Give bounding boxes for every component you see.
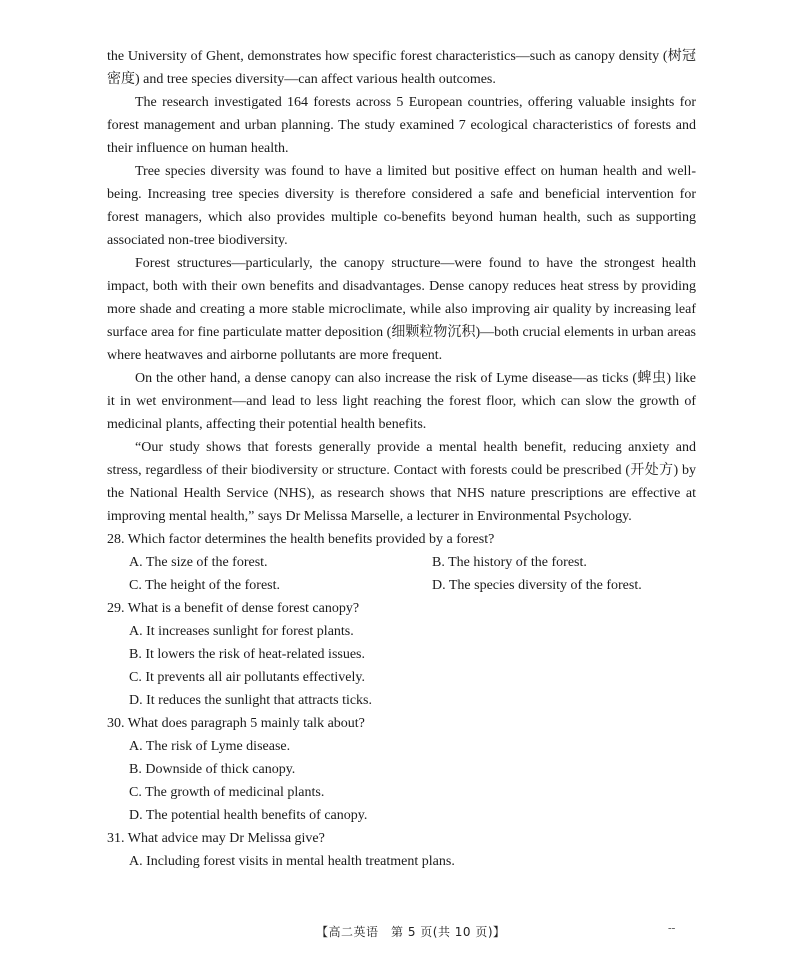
option-letter: D.: [129, 808, 143, 823]
option-c: [107, 666, 696, 689]
reading-passage: [107, 45, 696, 528]
option-a: [107, 850, 696, 873]
question-text: What advice may Dr Melissa give?: [127, 831, 325, 846]
option-letter: C.: [129, 670, 142, 685]
option-a: [107, 551, 410, 574]
passage-paragraph-6: “Our study shows that forests generally provide a mental health benefit, reducing anxiety and stress, regardless of their biodiversity or structure. Contact with forests could be prescribed (开处方) by the National Health Service (NHS), as research shows that NHS nature prescriptions are effective at improving mental health,” says Dr Melissa Marselle, a lecturer in Environmental Psychology.: [107, 440, 696, 524]
option-letter: B.: [129, 647, 142, 662]
option-text: It lowers the risk of heat-related issues.: [145, 647, 365, 662]
option-text: The size of the forest.: [145, 555, 268, 570]
option-text: The history of the forest.: [448, 555, 587, 570]
page-footer: 【高二英语 第 5 页(共 10 页)】: [316, 925, 506, 939]
option-text: The species diversity of the forest.: [448, 578, 642, 593]
option-letter: B.: [432, 555, 445, 570]
question-number: 28.: [107, 532, 125, 547]
option-c: [107, 781, 696, 804]
corner-mark: --: [668, 922, 676, 934]
question-number: 31.: [107, 831, 125, 846]
option-b: [410, 551, 713, 574]
exam-page: [107, 45, 696, 873]
option-letter: C.: [129, 578, 142, 593]
option-letter: B.: [129, 762, 142, 777]
option-b: [107, 643, 696, 666]
option-text: It increases sunlight for forest plants.: [146, 624, 354, 639]
question-text: What is a benefit of dense forest canopy?: [127, 601, 360, 616]
question-30: [107, 712, 696, 827]
option-text: Including forest visits in mental health treatment plans.: [146, 854, 455, 869]
option-text: The risk of Lyme disease.: [145, 739, 291, 754]
option-text: It reduces the sunlight that attracts ticks.: [146, 693, 373, 708]
question-text: What does paragraph 5 mainly talk about?: [127, 716, 365, 731]
option-d: [107, 689, 696, 712]
question-31: [107, 827, 696, 873]
question-stem: [107, 712, 696, 735]
option-text: It prevents all air pollutants effectively.: [145, 670, 365, 685]
option-letter: A.: [129, 624, 143, 639]
question-stem: [107, 528, 696, 551]
question-number: 29.: [107, 601, 125, 616]
passage-paragraph-4: Forest structures—particularly, the canopy structure—were found to have the strongest health impact, both with their own benefits and disadvantages. Dense canopy reduces heat stress by providing more shade and creating a more stable microclimate, while also improving air quality by increasing leaf surface area for fine particulate matter deposition (细颗粒物沉积)—both crucial elements in urban areas where heatwaves and airborne pollutants are more frequent.: [107, 256, 696, 363]
option-b: [107, 758, 696, 781]
question-stem: [107, 827, 696, 850]
question-text: Which factor determines the health benefits provided by a forest?: [127, 532, 495, 547]
option-d: [107, 804, 696, 827]
passage-paragraph-5: On the other hand, a dense canopy can also increase the risk of Lyme disease—as ticks (蜱虫) like it in wet environment—and lead to less light reaching the forest floor, which can slow the growth of medicinal plants, affecting their potential health benefits.: [107, 371, 696, 432]
question-28: [107, 528, 696, 597]
option-text: Downside of thick canopy.: [145, 762, 296, 777]
option-letter: C.: [129, 785, 142, 800]
passage-paragraph-3: Tree species diversity was found to have a limited but positive effect on human health and well-being. Increasing tree species diversity is therefore considered a safe and beneficial intervention for forest managers, which also provides multiple co-benefits beyond human health, such as supporting associated non-tree biodiversity.: [107, 164, 696, 248]
option-letter: D.: [129, 693, 143, 708]
passage-paragraph-2: The research investigated 164 forests across 5 European countries, offering valuable insights for forest management and urban planning. The study examined 7 ecological characteristics of forests and their influence on human health.: [107, 95, 696, 156]
passage-paragraph-1: the University of Ghent, demonstrates how specific forest characteristics—such as canopy density (树冠密度) and tree species diversity—can affect various health outcomes.: [107, 49, 696, 87]
option-letter: A.: [129, 854, 143, 869]
option-letter: A.: [129, 555, 143, 570]
question-stem: [107, 597, 696, 620]
option-a: [107, 735, 696, 758]
question-29: [107, 597, 696, 712]
question-number: 30.: [107, 716, 125, 731]
option-letter: D.: [432, 578, 446, 593]
option-a: [107, 620, 696, 643]
option-text: The potential health benefits of canopy.: [145, 808, 368, 823]
option-c: [107, 574, 410, 597]
option-d: [410, 574, 713, 597]
option-text: The growth of medicinal plants.: [145, 785, 325, 800]
option-text: The height of the forest.: [145, 578, 280, 593]
option-letter: A.: [129, 739, 143, 754]
